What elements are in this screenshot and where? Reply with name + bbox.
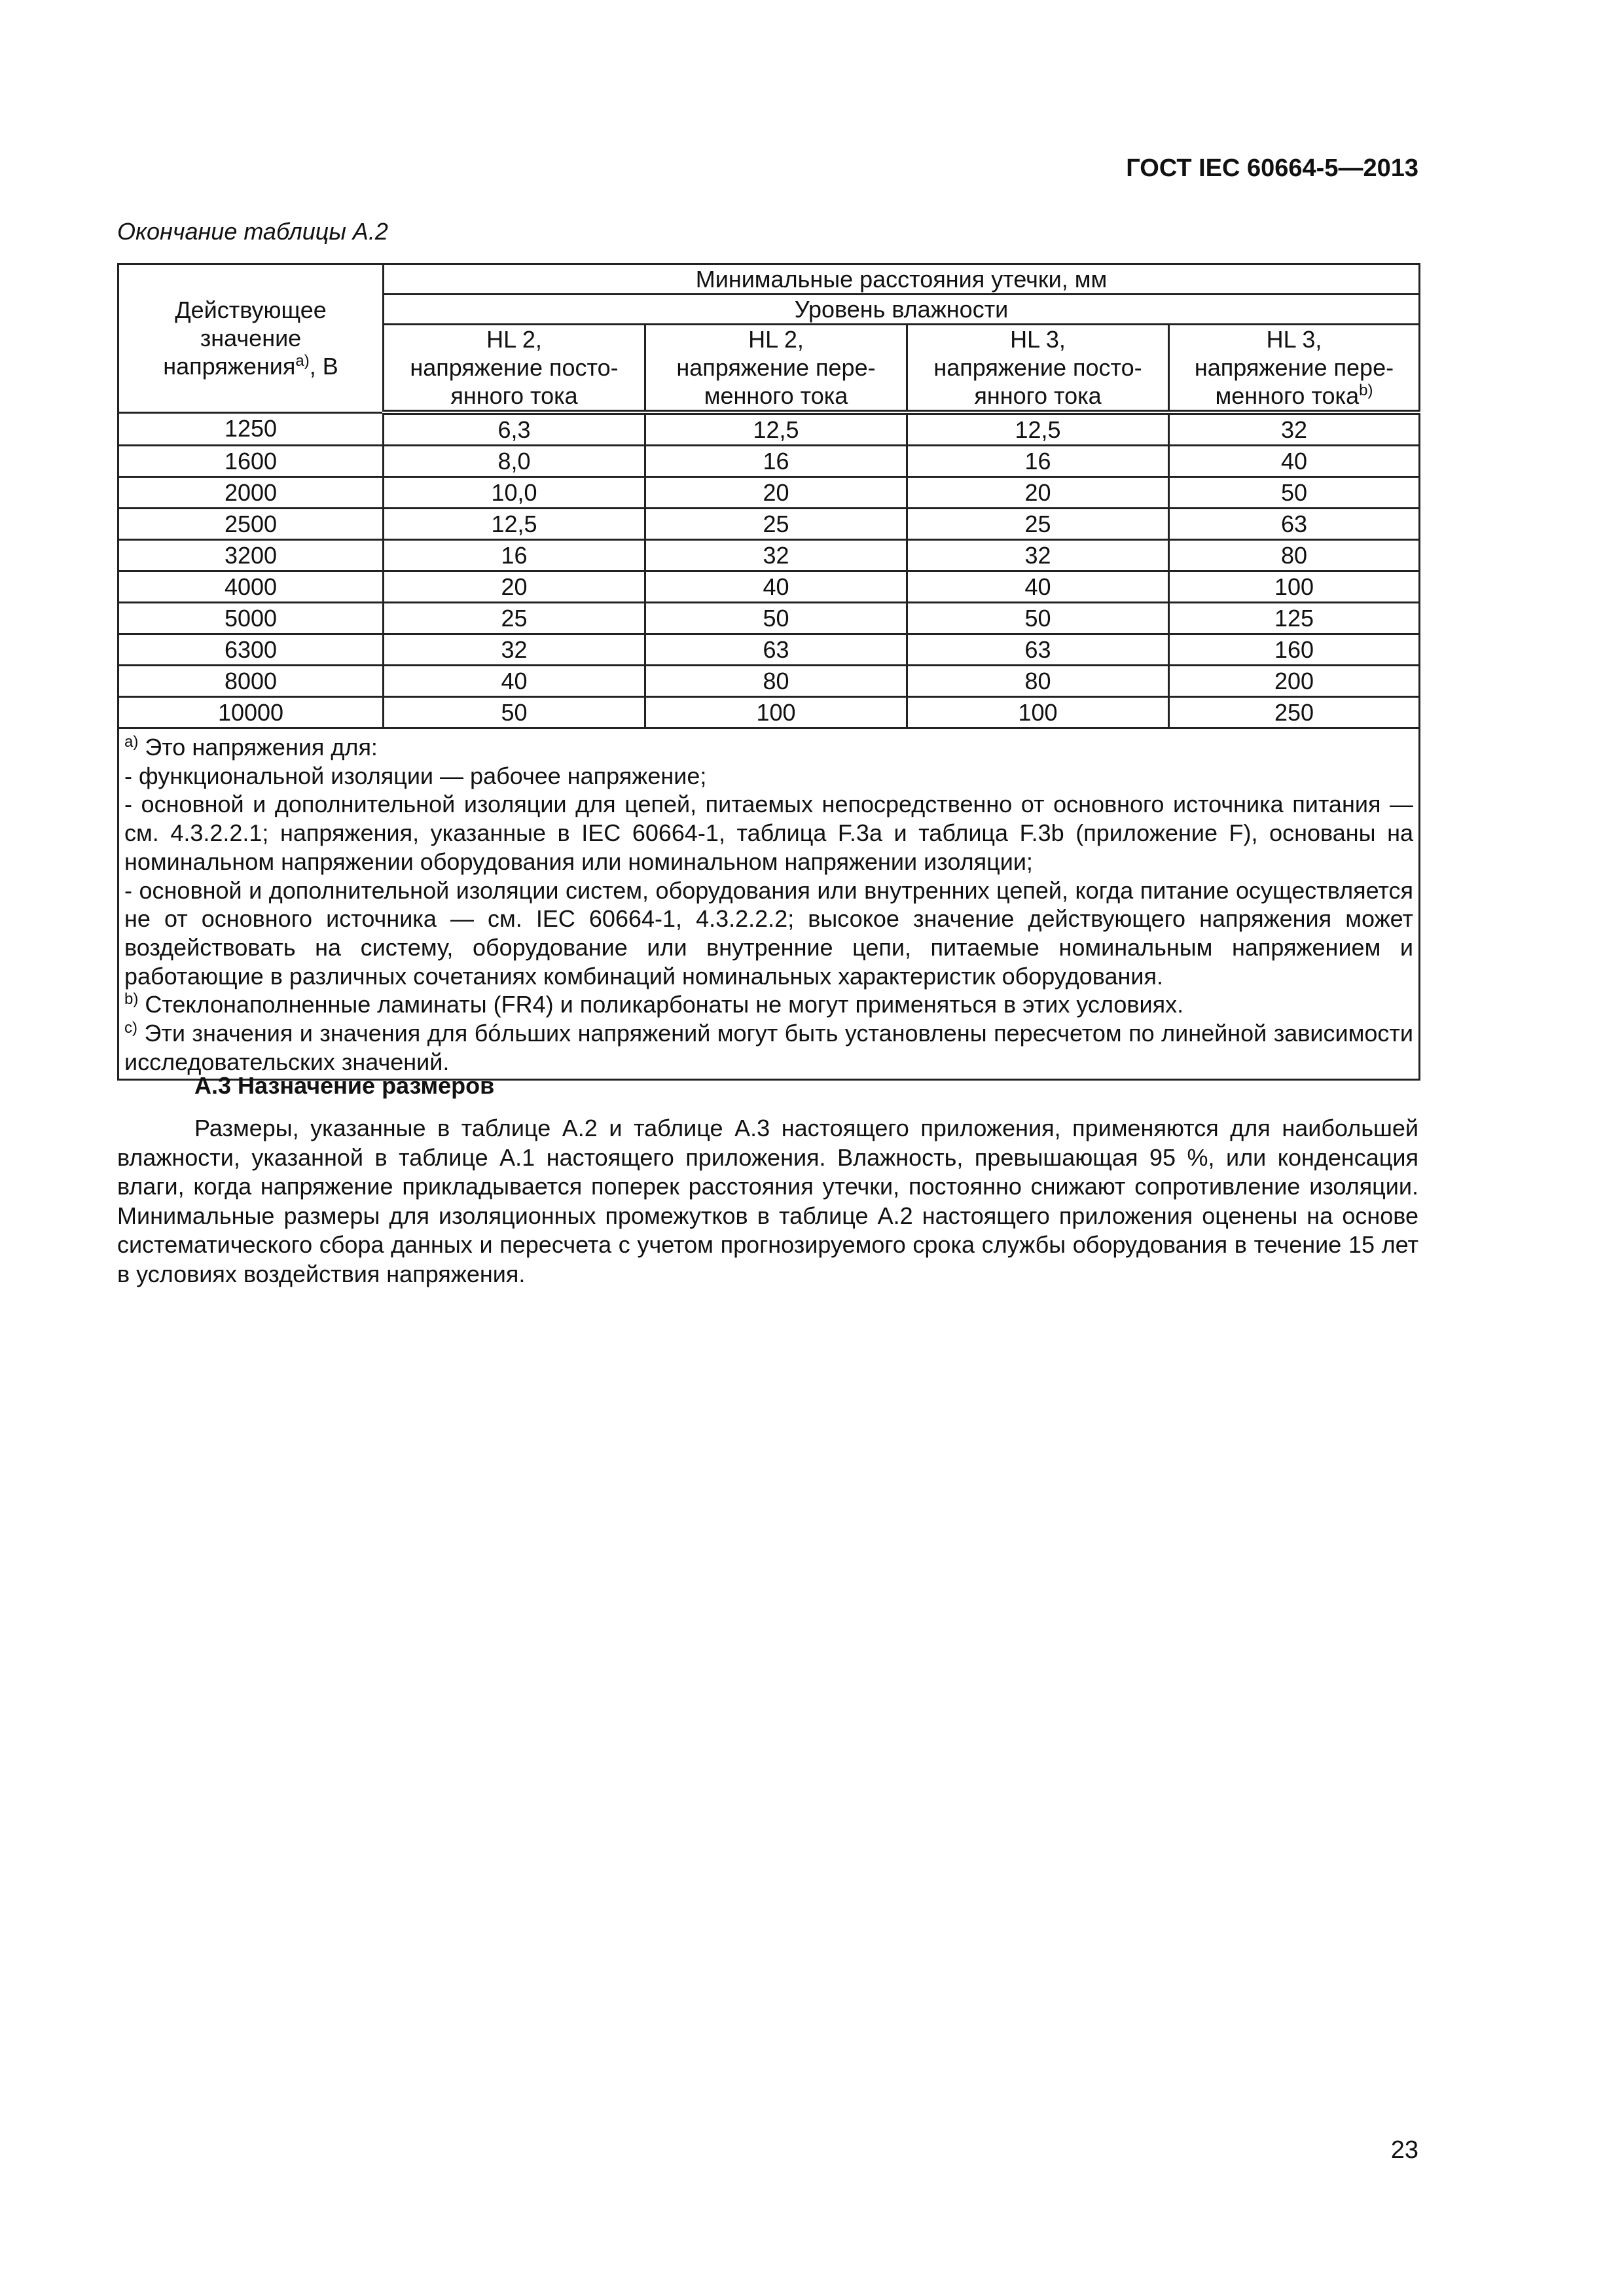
value-cell: 32 [645,540,907,571]
table-row [118,666,1420,697]
value-cell: 63 [645,634,907,666]
table-row [118,540,1420,571]
column-header [384,325,645,413]
value-cell: 12,5 [645,412,907,446]
stub-header [118,264,384,413]
value-cell: 16 [384,540,645,571]
notes-row [118,728,1420,1080]
note-text: Это напряжения для: [138,734,378,761]
value-cell: 160 [1169,634,1420,666]
column-header-line2: напряжение пере- [676,354,876,381]
stub-header-footnote-mark: а) [295,352,310,370]
column-header-line3: менного тока [1215,382,1360,409]
value-cell: 50 [1169,477,1420,509]
table-row [118,477,1420,509]
value-cell: 12,5 [384,509,645,540]
value-cell: 25 [384,603,645,634]
value-cell: 63 [1169,509,1420,540]
note-text: - основной и дополнительной изоляции для цепей, питаемых непосредственно от основного источника питания — см. 4.3.2.2.1; напряжения, указанные в IEC 60664-1, таблица F.3a и таблица F.3b (приложение F), основаны на номинальном напряжении оборудования или номинальном напряжении изоляции; [124,791,1413,875]
column-header [907,325,1169,413]
table-row [118,697,1420,728]
value-cell: 12,5 [907,412,1169,446]
table-row [118,571,1420,603]
note-line [124,790,1413,876]
value-cell: 32 [1169,412,1420,446]
voltage-cell: 8000 [118,666,384,697]
value-cell: 32 [384,634,645,666]
value-cell: 50 [907,603,1169,634]
value-cell: 40 [907,571,1169,603]
value-cell: 50 [384,697,645,728]
value-cell: 40 [1169,446,1420,477]
column-header-line1: HL 3, [1266,326,1322,353]
voltage-cell: 2500 [118,509,384,540]
note-line [124,1019,1413,1076]
value-cell: 100 [645,697,907,728]
section-heading: А.3 Назначение размеров [194,1072,495,1099]
table-row [118,509,1420,540]
column-header [645,325,907,413]
value-cell: 40 [384,666,645,697]
value-cell: 25 [645,509,907,540]
column-header-line1: HL 2, [486,326,542,353]
note-text: Стеклонаполненные ламинаты (FR4) и поликарбонаты не могут применяться в этих условиях. [138,991,1184,1018]
document-header: ГОСТ IEC 60664-5—2013 [1126,154,1418,182]
value-cell: 80 [1169,540,1420,571]
column-header-line1: HL 2, [748,326,804,353]
value-cell: 200 [1169,666,1420,697]
table-row [118,412,1420,446]
voltage-cell: 10000 [118,697,384,728]
page-number: 23 [1390,2136,1418,2164]
column-header-line1: HL 3, [1010,326,1066,353]
note-text: - функциональной изоляции — рабочее напряжение; [124,762,707,789]
value-cell: 20 [384,571,645,603]
table-row [118,603,1420,634]
value-cell: 16 [645,446,907,477]
section-paragraph: Размеры, указанные в таблице А.2 и таблице А.3 настоящего приложения, применяются для наибольшей влажности, указанной в таблице А.1 настоящего приложения. Влажность, превышающая 95 %, или конденсация влаги, когда напряжение прикладывается поперек расстояния утечки, постоянно снижают сопротивление изоляции. Минимальные размеры для изоляционных промежутков в таблице А.2 настоящего приложения оценены на основе систематического сбора данных и пересчета с учетом прогнозируемого срока службы оборудования в течение 15 лет в условиях воздействия напряжения. [117,1115,1418,1287]
value-cell: 250 [1169,697,1420,728]
value-cell: 8,0 [384,446,645,477]
note-text: - основной и дополнительной изоляции систем, оборудования или внутренних цепей, когда питание осуществляется не от основного источника — см. IEC 60664-1, 4.3.2.2.2; высокое значение действующего напряжения может воздействовать на систему, оборудование или внутренние цепи, питаемые номинальным напряжением и работающие в различных сочетаниях комбинаций номинальных характеристик оборудования. [124,876,1413,990]
voltage-cell: 4000 [118,571,384,603]
voltage-cell: 2000 [118,477,384,509]
value-cell: 40 [645,571,907,603]
column-header-line3: янного тока [974,382,1102,409]
note-line [124,876,1413,991]
note-text: Эти значения и значения для бóльших напряжений могут быть установлены пересчетом по линейной зависимости исследовательских значений. [124,1020,1413,1075]
voltage-cell: 6300 [118,634,384,666]
column-header-footnote-mark: b) [1359,382,1373,399]
column-header-line2: напряжение пере- [1194,354,1394,381]
subgroup-header: Уровень влажности [384,295,1420,325]
value-cell: 63 [907,634,1169,666]
column-header-line3: менного тока [704,382,848,409]
column-header [1169,325,1420,413]
voltage-cell: 1600 [118,446,384,477]
value-cell: 20 [645,477,907,509]
stub-header-unit: , В [309,353,338,380]
creepage-table [117,263,1420,1081]
value-cell: 100 [907,697,1169,728]
note-line [124,733,1413,762]
value-cell: 25 [907,509,1169,540]
table-caption: Окончание таблицы А.2 [117,218,388,245]
value-cell: 10,0 [384,477,645,509]
note-marker: c) [124,1019,137,1037]
group-header: Минимальные расстояния утечки, мм [384,264,1420,295]
voltage-cell: 5000 [118,603,384,634]
note-marker: b) [124,990,139,1009]
value-cell: 6,3 [384,412,645,446]
value-cell: 80 [645,666,907,697]
table-notes [118,728,1420,1080]
voltage-cell: 3200 [118,540,384,571]
note-marker: a) [124,733,139,751]
table-row [118,446,1420,477]
value-cell: 125 [1169,603,1420,634]
value-cell: 20 [907,477,1169,509]
value-cell: 50 [645,603,907,634]
stub-header-text: Действующее значение напряжения [163,296,327,380]
voltage-cell: 1250 [118,412,384,446]
note-line [124,990,1413,1019]
note-line [124,762,1413,791]
value-cell: 100 [1169,571,1420,603]
value-cell: 32 [907,540,1169,571]
value-cell: 80 [907,666,1169,697]
table-row [118,634,1420,666]
section-body [117,1114,1418,1289]
column-header-line2: напряжение посто- [410,354,619,381]
column-header-line3: янного тока [450,382,578,409]
column-header-line2: напряжение посто- [933,354,1142,381]
value-cell: 16 [907,446,1169,477]
